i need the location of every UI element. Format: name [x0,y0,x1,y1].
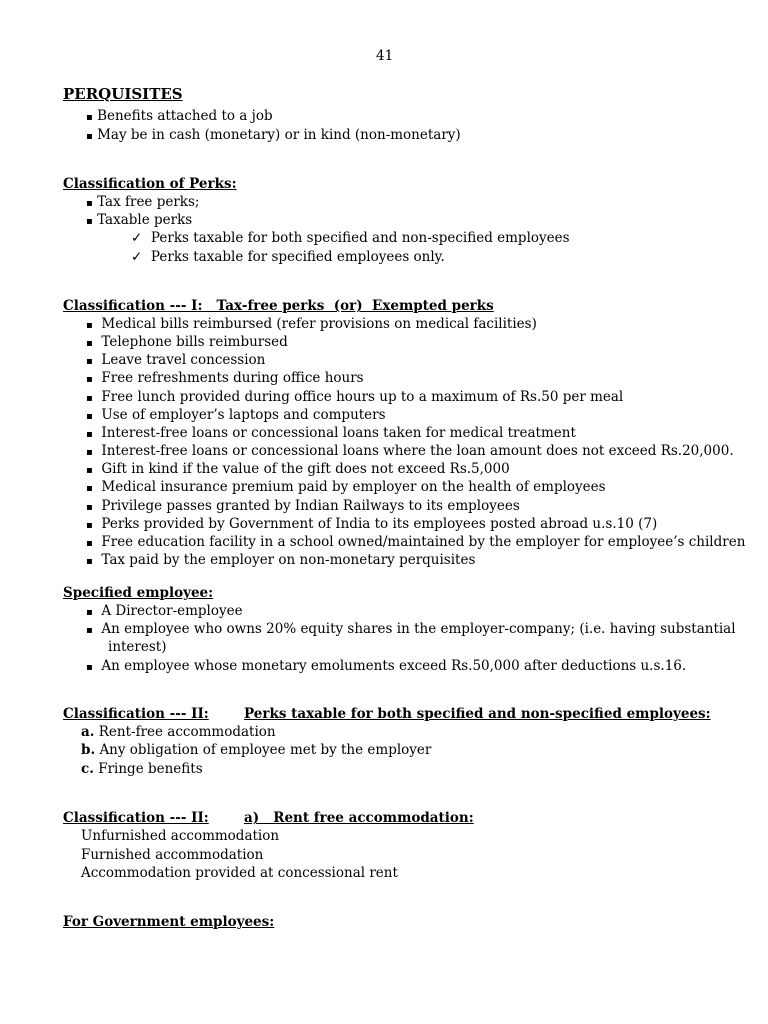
list-item [86,424,576,444]
list-item-text: Leave travel concession [101,352,266,369]
list-item [86,333,288,353]
item-label: c. [81,761,94,777]
list-item [86,388,623,408]
list-item-text: Perks taxable for both specified and non-specified employees [150,230,570,246]
list-item-text: Interest-free loans or concessional loans where the loan amount does not exceed Rs.20,000. [101,443,734,460]
list-item-continuation: interest) [108,639,167,655]
classification-of-perks-heading: Classification of Perks: [63,176,237,192]
classification-2-heading-right: Perks taxable for both specified and non-specified employees: [244,706,711,722]
item-text: Rent-free accommodation [98,724,276,740]
perquisites-heading: PERQUISITES [63,85,183,103]
list-item-text: Medical insurance premium paid by employer on the health of employees [101,479,606,496]
item-text: Fringe benefits [98,761,203,777]
sub-list-item [131,229,570,247]
list-item [86,193,199,213]
accommodation-line: Accommodation provided at concessional rent [81,865,398,881]
list-item-text: A Director-employee [101,603,243,619]
bullet-icon: ▪ [86,112,93,123]
list-item [86,602,243,622]
list-item-text: Free lunch provided during office hours up to a maximum of Rs.50 per meal [101,388,624,405]
list-item [86,620,736,640]
list-item [86,442,734,462]
bullet-icon: ▪ [86,198,93,209]
checkmark-icon: ✓ [131,230,143,246]
list-item-text: Interest-free loans or concessional loans taken for medical treatment [101,424,576,441]
list-item [86,126,461,146]
list-item-text: Telephone bills reimbursed [101,334,288,351]
list-item-text: Privilege passes granted by Indian Railways to its employees [101,497,520,514]
list-item [86,406,386,426]
list-item [86,351,265,371]
bullet-icon: ▪ [86,501,93,513]
list-item-text: Medical bills reimbursed (refer provisions on medical facilities) [101,316,537,332]
lettered-item [81,760,203,778]
page-number: 41 [376,48,394,64]
bullet-icon: ▪ [86,537,93,549]
bullet-icon: ▪ [86,447,93,459]
list-item-text: Perks taxable for specified employees only. [150,249,445,265]
bullet-icon: ▪ [86,410,93,422]
list-item-text: Tax free perks; [97,194,200,210]
list-item-text: Gift in kind if the value of the gift does not exceed Rs.5,000 [101,461,510,478]
classification-2a-heading-left: Classification --- II: [63,810,209,826]
list-item-text: Free refreshments during office hours [101,370,364,387]
list-item-text: Benefits attached to a job [97,108,273,124]
bullet-icon: ▪ [86,465,93,477]
classification-2a-heading-right: a) Rent free accommodation: [244,810,474,826]
accommodation-line: Furnished accommodation [81,847,264,863]
bullet-icon: ▪ [86,356,93,368]
bullet-icon: ▪ [86,374,93,386]
bullet-icon: ▪ [86,216,93,227]
list-item [86,107,273,127]
specified-employee-heading: Specified employee: [63,585,214,601]
item-label: b. [81,742,96,758]
list-item [86,497,520,517]
sub-list-item [131,248,445,266]
bullet-icon: ▪ [86,625,93,636]
bullet-icon: ▪ [86,483,93,495]
list-item-text: May be in cash (monetary) or in kind (non-monetary) [97,127,461,143]
accommodation-line: Unfurnished accommodation [81,828,280,844]
bullet-icon: ▪ [86,607,93,618]
list-item-text: An employee who owns 20% equity shares in the employer-company; (i.e. having substantial [101,621,736,637]
bullet-icon: ▪ [86,519,93,531]
bullet-icon: ▪ [86,392,93,404]
bullet-icon: ▪ [86,338,93,350]
list-item [86,551,475,571]
list-item-text: Tax paid by the employer on non-monetary perquisites [101,551,476,568]
list-item [86,369,364,389]
list-item-text: Use of employer’s laptops and computers [101,406,386,423]
item-text: Any obligation of employee met by the employer [99,742,432,758]
bullet-icon: ▪ [86,428,93,440]
bullet-icon: ▪ [86,320,93,331]
list-item [86,460,510,480]
list-item [86,657,686,677]
list-item-text: Perks provided by Government of India to its employees posted abroad u.s.10 (7) [101,515,658,532]
lettered-item [81,741,431,759]
list-item-text: An employee whose monetary emoluments exceed Rs.50,000 after deductions u.s.16. [101,658,687,674]
list-item-text: Free education facility in a school owned/maintained by the employer for employee’s children [101,533,746,550]
bullet-icon: ▪ [86,555,93,567]
list-item [86,515,657,535]
government-employees-heading: For Government employees: [63,914,275,930]
list-item [86,533,745,553]
bullet-icon: ▪ [86,131,93,142]
list-item [86,315,537,335]
classification-1-heading: Classification --- I: Tax-free perks (or) Exempted perks [63,298,494,314]
list-item [86,478,606,498]
checkmark-icon: ✓ [131,249,143,265]
bullet-icon: ▪ [86,662,93,673]
list-item [86,211,192,231]
lettered-item [81,723,276,741]
list-item-text: Taxable perks [97,212,193,228]
item-label: a. [81,724,95,740]
classification-2-heading-left: Classification --- II: [63,706,209,722]
